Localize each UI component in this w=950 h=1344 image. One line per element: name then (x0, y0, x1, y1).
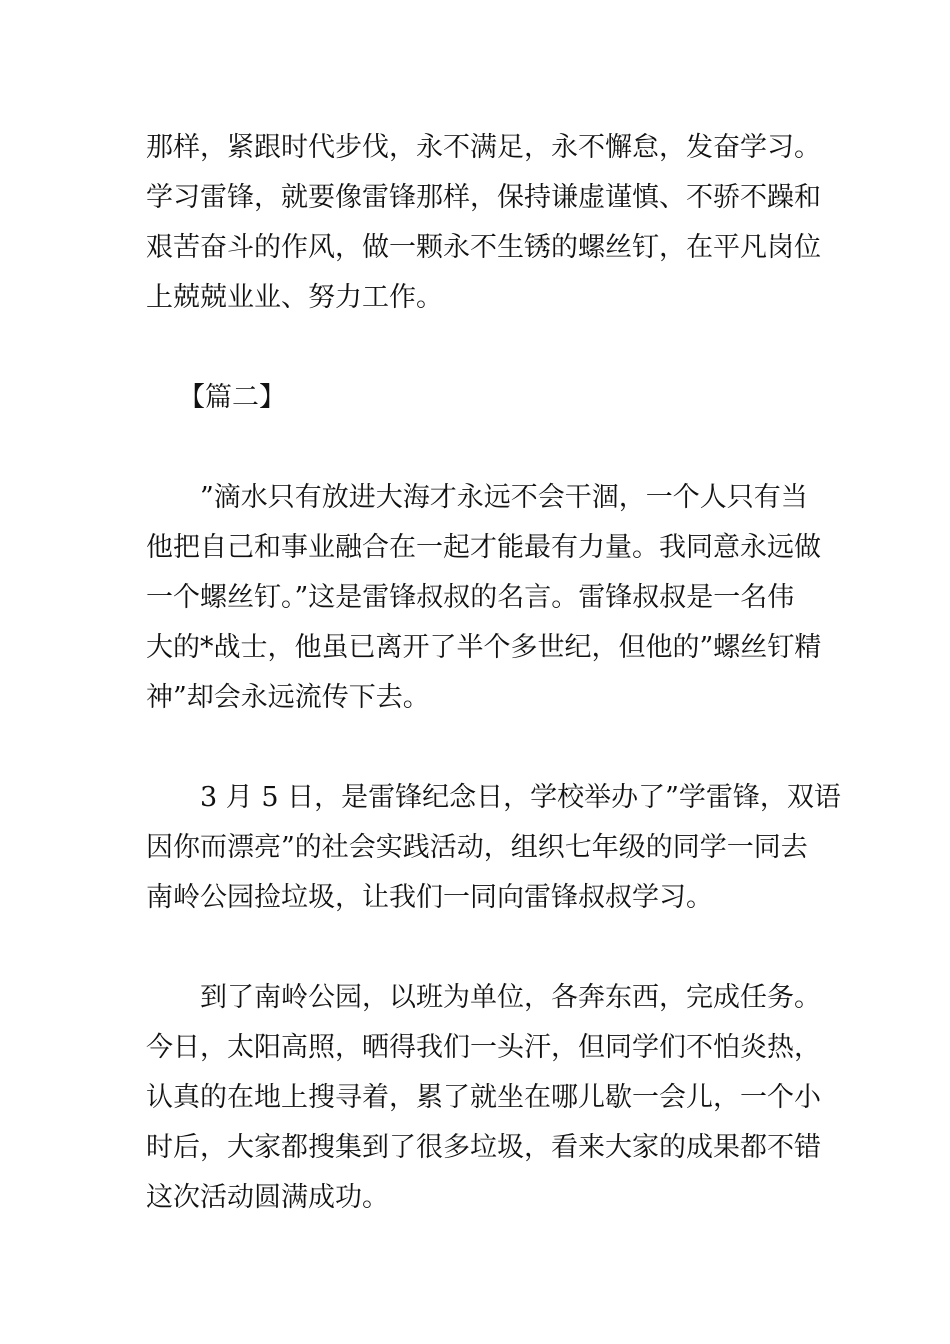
paragraph-2-line-3: 一个螺丝钉。”这是雷锋叔叔的名言。雷锋叔叔是一名伟 (146, 582, 795, 613)
paragraph-1-line-4: 上兢兢业业、努力工作。 (146, 282, 443, 313)
paragraph-3-line-2: 因你而漂亮”的社会实践活动，组织七年级的同学一同去 (146, 832, 808, 863)
paragraph-4-line-1: 到了南岭公园，以班为单位，各奔东西，完成任务。 (200, 982, 821, 1013)
paragraph-4-line-3: 认真的在地上搜寻着，累了就坐在哪儿歇一会儿，一个小 (146, 1082, 821, 1113)
paragraph-3-line-3: 南岭公园捡垃圾，让我们一同向雷锋叔叔学习。 (146, 882, 713, 913)
paragraph-4-line-4: 时后，大家都搜集到了很多垃圾，看来大家的成果都不错 (146, 1132, 821, 1163)
paragraph-1-line-1: 那样，紧跟时代步伐，永不满足，永不懈怠，发奋学习。 (146, 132, 821, 163)
paragraph-2-line-5: 神”却会永远流传下去。 (146, 682, 430, 713)
paragraph-1-line-3: 艰苦奋斗的作风，做一颗永不生锈的螺丝钉，在平凡岗位 (146, 232, 821, 263)
paragraph-3-line-1: 3 月 5 日，是雷锋纪念日，学校举办了”学雷锋，双语 (200, 782, 841, 813)
paragraph-2-line-2: 他把自己和事业融合在一起才能最有力量。我同意永远做 (146, 532, 821, 563)
paragraph-4-line-5: 这次活动圆满成功。 (146, 1182, 389, 1213)
section-heading: 【篇二】 (178, 382, 286, 413)
paragraph-2-line-4: 大的*战士，他虽已离开了半个多世纪，但他的”螺丝钉精 (146, 632, 822, 663)
paragraph-4-line-2: 今日，太阳高照，晒得我们一头汗，但同学们不怕炎热， (146, 1032, 821, 1063)
paragraph-2-line-1: ”滴水只有放进大海才永远不会干涸，一个人只有当 (200, 482, 808, 513)
paragraph-1-line-2: 学习雷锋，就要像雷锋那样，保持谦虚谨慎、不骄不躁和 (146, 182, 821, 213)
